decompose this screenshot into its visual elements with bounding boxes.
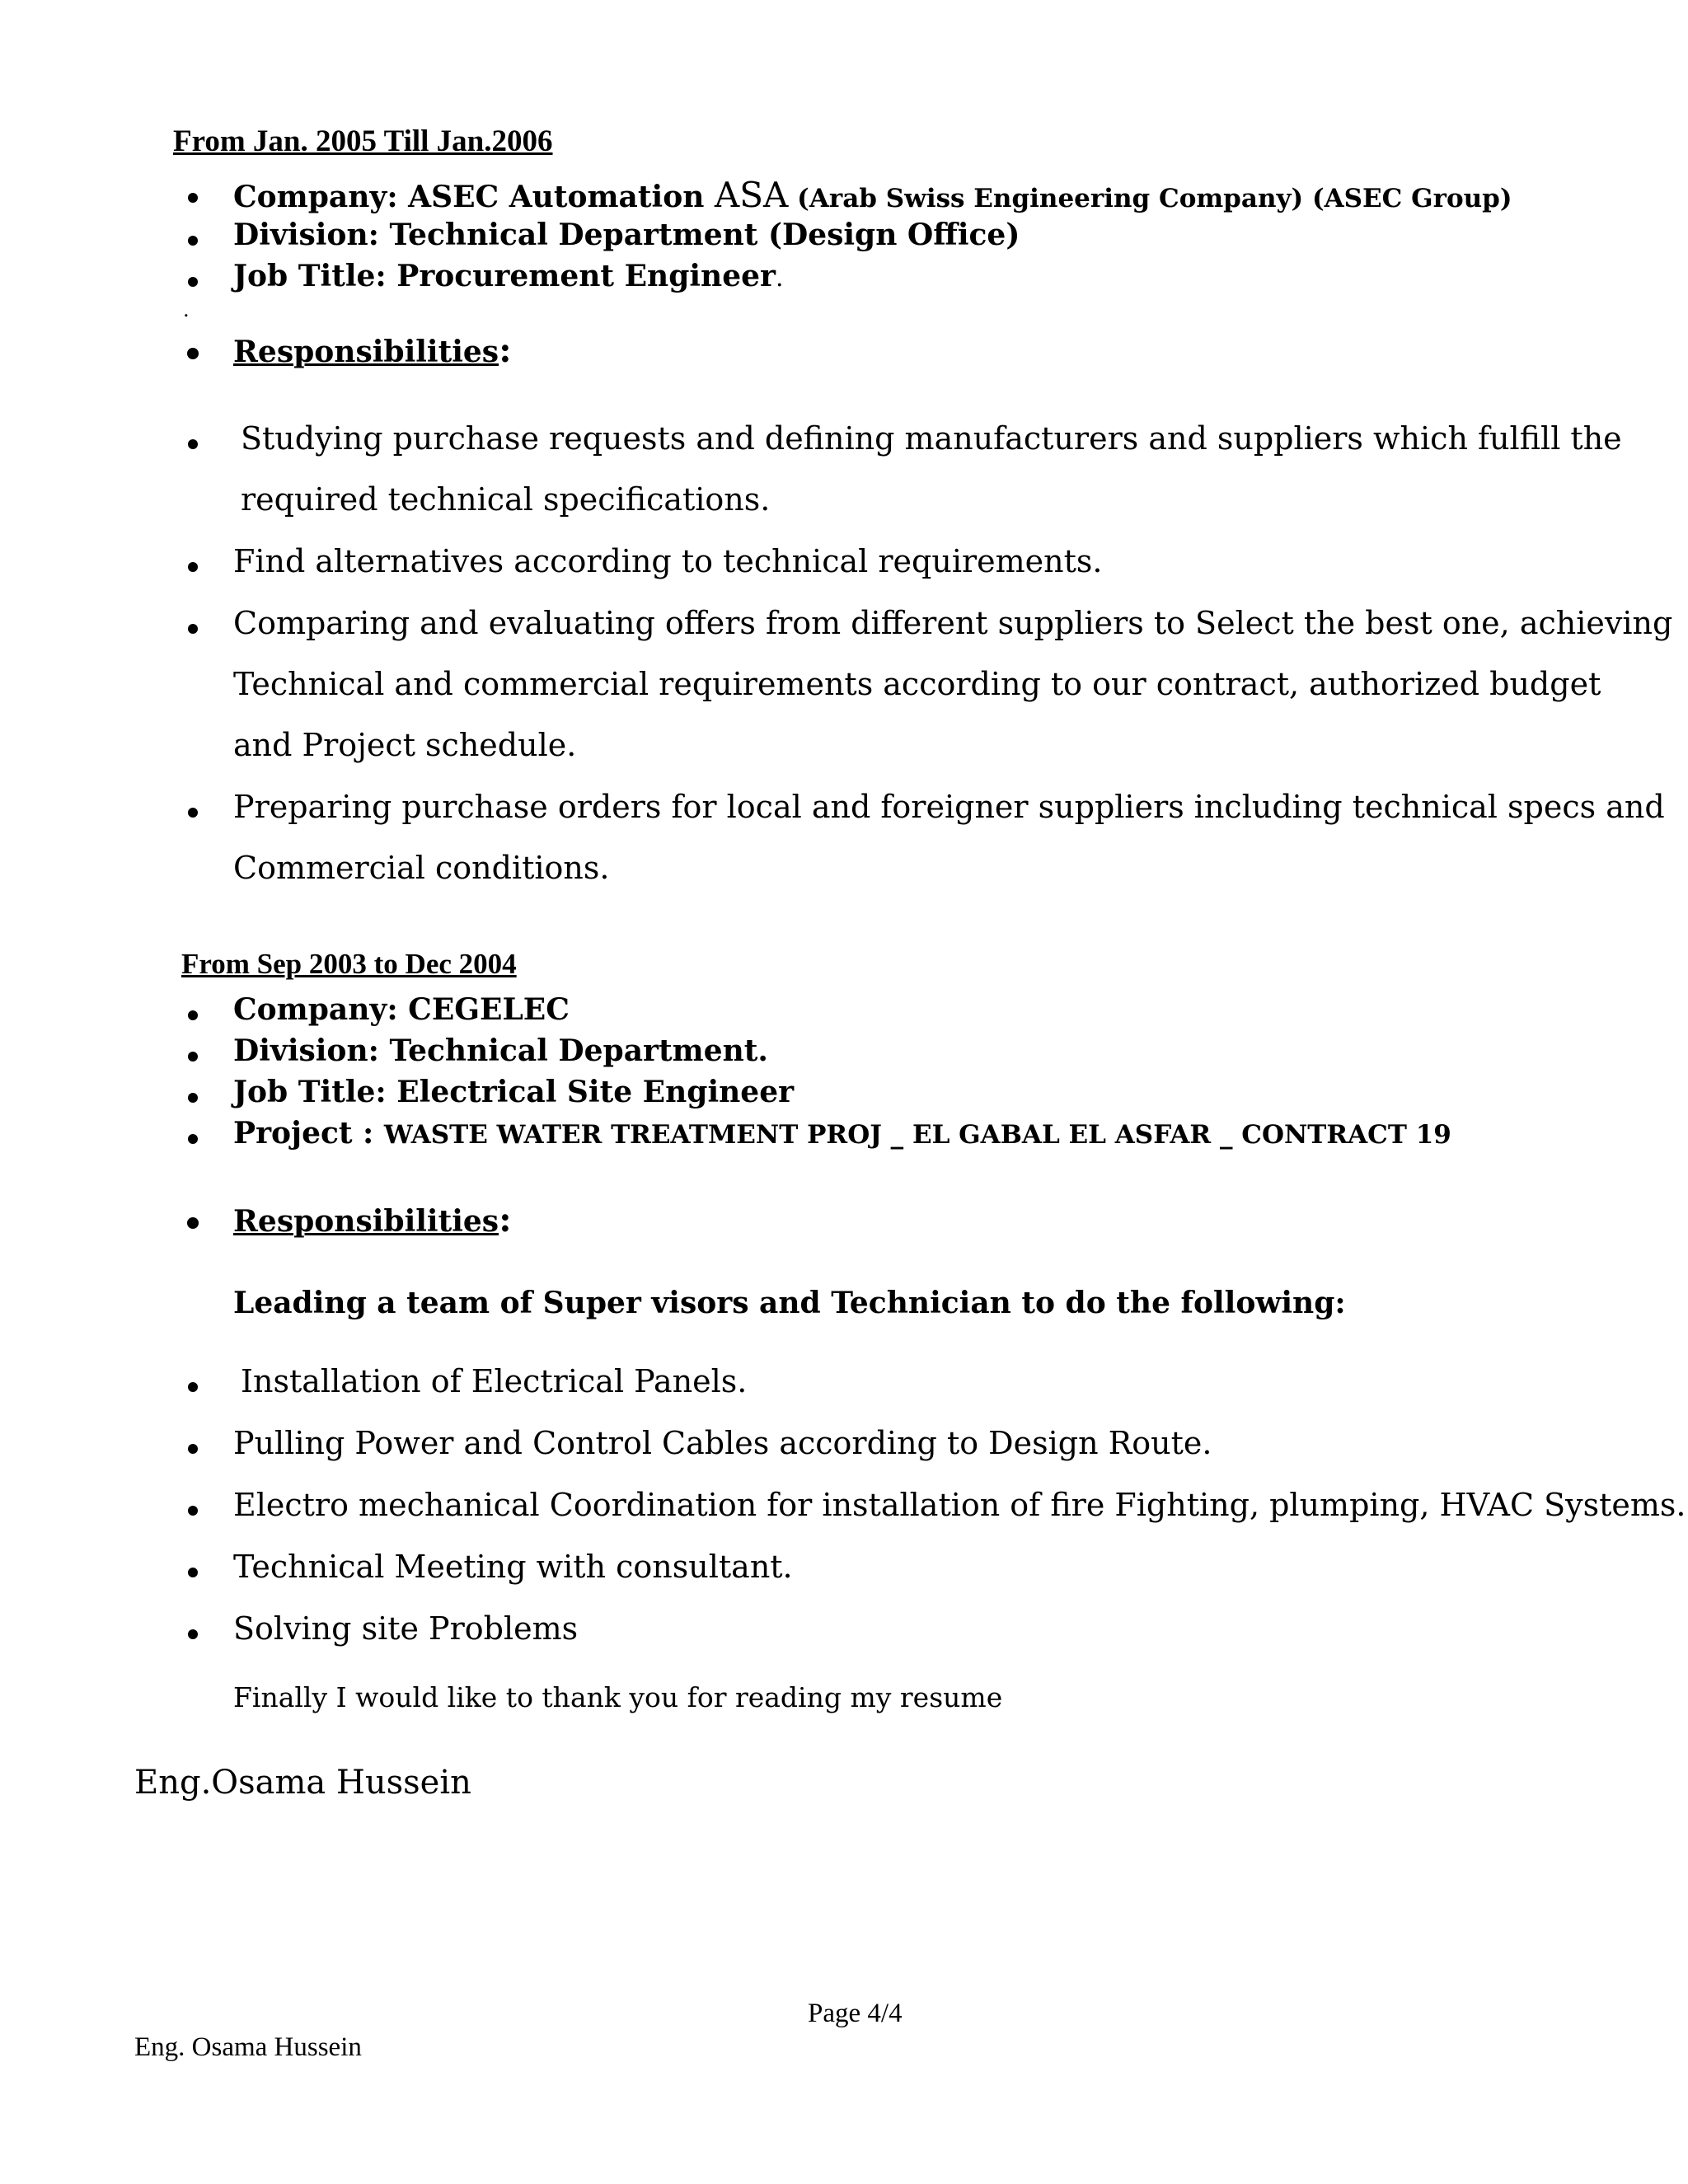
bullet-icon [188,277,198,287]
signature: Eng.Osama Hussein [134,1764,471,1802]
bullet-icon [188,1093,198,1103]
bullet-icon [187,348,199,359]
bullet-icon [188,236,198,246]
project-line: Project : WASTE WATER TREATMENT PROJ _ EL GABAL EL ASFAR _ CONTRACT 19 [233,1116,1451,1151]
bullet-icon [188,193,198,203]
footer-author: Eng. Osama Hussein [134,2032,362,2062]
resume-page: From Jan. 2005 Till Jan.2006 Company: ASEC Automation ASA (Arab Swiss Engineering Company) (ASEC Group) Division: Technical Department (Design Office) Job Title: Procurement Engineer. . Responsibilities: Studying purchase requests and defining manufacturers and suppliers which fulfill the required technical specifications. Find alternatives according to technical requirements. Comparing and evaluating offers from different suppliers to Select the best one, achieving Technical and commercial requirements according to our contract, authorized budget and Project schedule. Preparing purchase orders for local and foreigner suppliers including technical specs and Commercial conditions. From Sep 2003 to Dec 2004 Company: CEGELEC Division: Technical Department. Job Title: Electrical Site Engineer Project : WASTE WATER TREATMENT PROJ _ EL GABAL EL ASFAR _ CONTRACT 19 Responsibilities: Leading a team of Super visors and Technician to do the following: Installation of Electrical Panels. Pulling Power and Control Cables according to Design Route. Electro mechanical Coordination for installation of fire Fighting, plumping, HVAC Systems. Technical Meeting with consultant. Solving site Problems Finally I would like to thank you for reading my resume Eng.Osama Hussein Page 4/4 Eng. Osama Hussein [134,124,1686,2062]
lead-text: Leading a team of Super visors and Technician to do the following: [233,1286,1346,1320]
bullet-icon [188,1568,198,1577]
stray-dot: . [183,298,190,321]
division-line: Division: Technical Department (Design Office) [233,218,1020,252]
section2-date: From Sep 2003 to Dec 2004 [181,948,517,980]
footer-page-number: Page 4/4 [808,1999,903,2028]
job-title-line: Job Title: Procurement Engineer. [233,259,784,293]
closing-thanks: Finally I would like to thank you for reading my resume [233,1681,1003,1713]
bullet-icon [188,562,198,572]
bullet-icon [188,1444,198,1454]
bullet-icon [188,1010,198,1020]
bullet-icon [188,1052,198,1062]
company-line: Company: ASEC Automation ASA (Arab Swiss Engineering Company) (ASEC Group) [233,175,1512,215]
bullet-icon [188,624,198,634]
responsibilities-heading: Responsibilities: [233,330,512,370]
bullet-icon [188,1629,198,1639]
bullet-icon [188,1506,198,1516]
section1-date: From Jan. 2005 Till Jan.2006 [173,124,553,158]
bullet-icon [188,808,198,818]
bullet-icon [187,1217,199,1229]
bullet-icon [188,439,198,449]
bullet-icon [188,1382,198,1392]
bullet-icon [188,1134,198,1144]
responsibilities-heading: Responsibilities: [233,1199,512,1240]
